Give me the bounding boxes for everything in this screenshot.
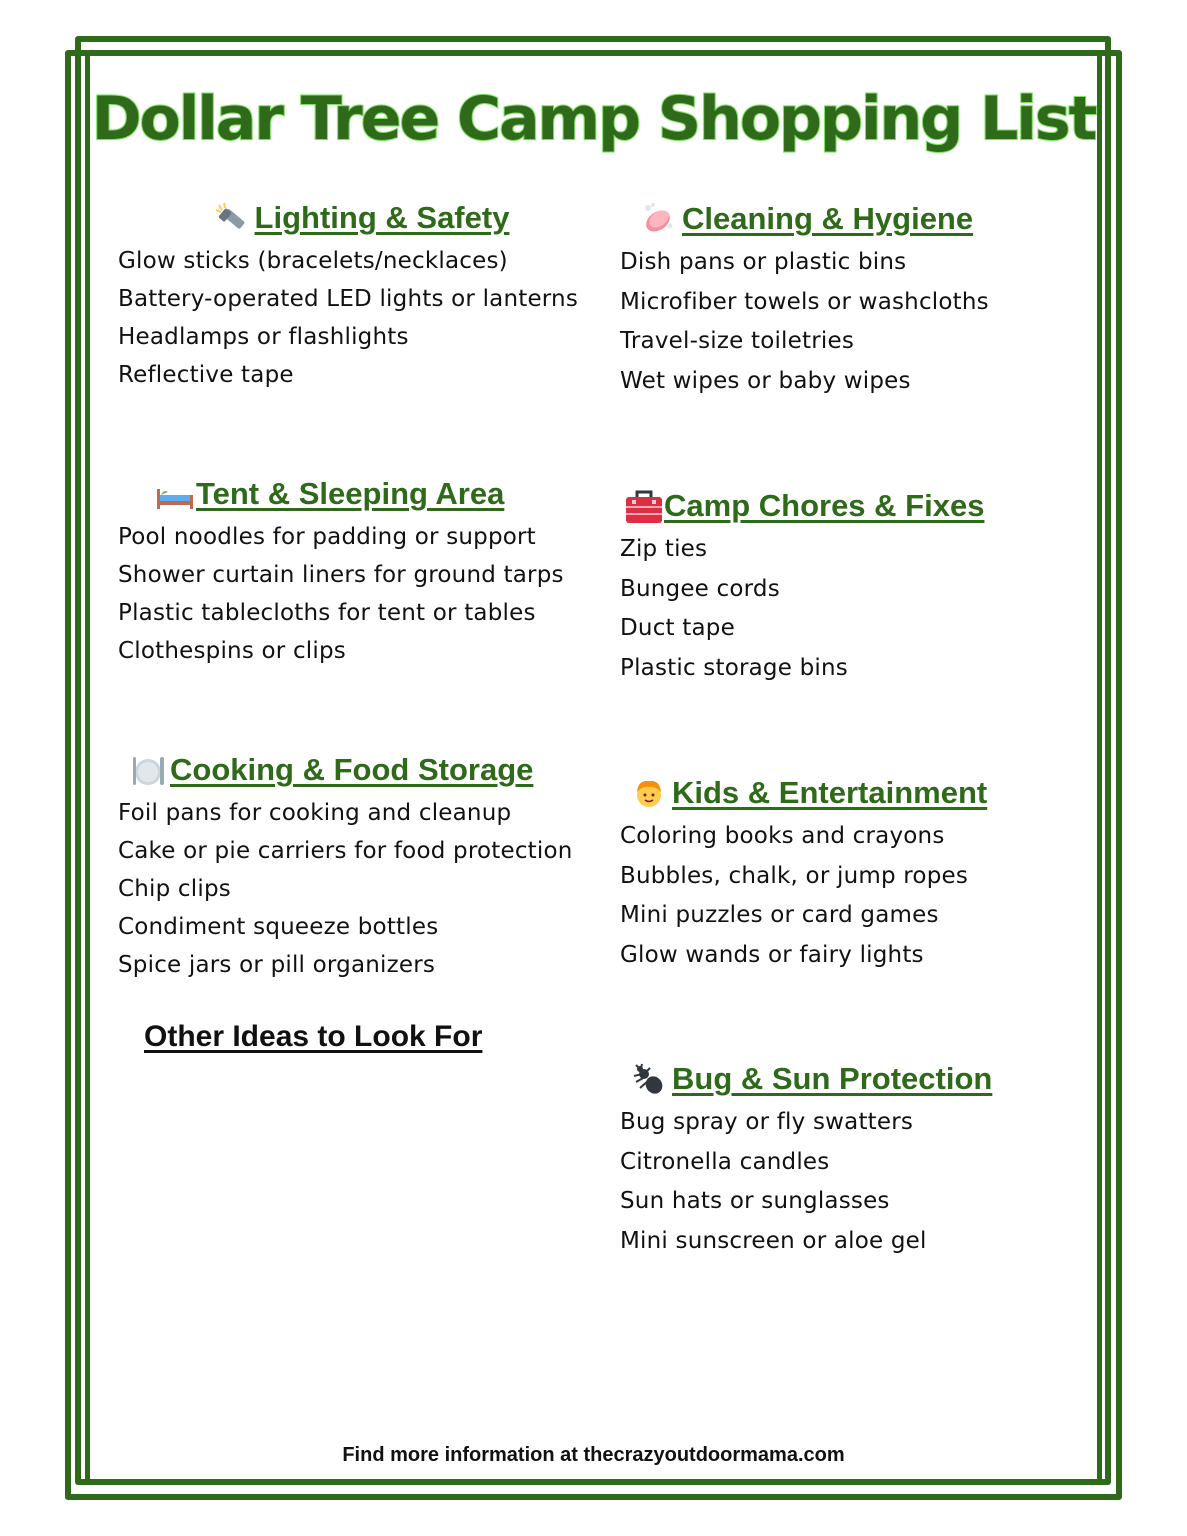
section-camp-chores xyxy=(620,486,1060,688)
section-kids-entertainment xyxy=(620,773,1060,975)
list-item: Microfiber towels or washcloths xyxy=(620,288,989,315)
item-list xyxy=(118,794,608,984)
list-item: Wet wipes or baby wipes xyxy=(620,367,911,394)
list-item: Bungee cords xyxy=(620,575,780,602)
section-cooking-food xyxy=(118,750,608,984)
list-item: Dish pans or plastic bins xyxy=(620,249,907,275)
section-heading xyxy=(118,750,608,790)
toolbox-icon xyxy=(624,489,658,523)
list-item: Mini sunscreen or aloe gel xyxy=(620,1227,927,1254)
section-heading xyxy=(620,1059,1060,1099)
list-item: Condiment squeeze bottles xyxy=(118,914,439,940)
section-heading xyxy=(620,773,1060,813)
list-item: Clothespins or clips xyxy=(118,638,346,664)
flashlight-icon xyxy=(215,201,249,235)
page-border-line xyxy=(1097,50,1102,1485)
section-heading-label: Bug & Sun Protection xyxy=(672,1061,993,1096)
section-heading xyxy=(118,198,598,238)
list-item: Coloring books and crayons xyxy=(620,823,945,849)
section-heading xyxy=(118,474,598,514)
list-item: Duct tape xyxy=(620,615,735,641)
item-list xyxy=(118,242,598,394)
list-item: Glow sticks (bracelets/necklaces) xyxy=(118,248,508,274)
section-heading-label: Lighting & Safety xyxy=(254,200,510,235)
plate-fork-knife-icon xyxy=(130,753,164,787)
list-item: Mini puzzles or card games xyxy=(620,902,939,928)
section-heading-label: Cooking & Food Storage xyxy=(170,752,534,787)
list-item: Cake or pie carriers for food protection xyxy=(118,838,573,864)
section-heading xyxy=(620,486,1060,526)
item-list xyxy=(620,243,1060,401)
list-item: Reflective tape xyxy=(118,362,294,388)
list-item: Chip clips xyxy=(118,876,231,902)
list-item: Plastic storage bins xyxy=(620,654,848,681)
soap-icon xyxy=(642,202,676,236)
section-heading-label: Camp Chores & Fixes xyxy=(664,488,985,523)
other-ideas-heading: Other Ideas to Look For xyxy=(144,1020,483,1053)
section-tent-sleeping xyxy=(118,474,598,670)
section-heading xyxy=(620,199,1060,239)
page-border-line xyxy=(85,50,90,1485)
section-heading-label: Kids & Entertainment xyxy=(672,775,988,810)
list-item: Plastic tablecloths for tent or tables xyxy=(118,600,536,626)
item-list xyxy=(620,1103,1060,1261)
list-item: Foil pans for cooking and cleanup xyxy=(118,800,512,826)
footer-text: Find more information at thecrazyoutdoormama.com xyxy=(342,1444,845,1466)
item-list xyxy=(620,530,1060,688)
item-list xyxy=(118,518,598,670)
list-item: Pool noodles for padding or support xyxy=(118,524,536,550)
list-item: Headlamps or flashlights xyxy=(118,324,409,350)
section-heading-label: Tent & Sleeping Area xyxy=(196,476,505,511)
list-item: Bug spray or fly swatters xyxy=(620,1109,914,1135)
section-bug-sun xyxy=(620,1059,1060,1261)
bed-icon xyxy=(156,477,190,511)
page-title: Dollar Tree Camp Shopping List xyxy=(91,84,1096,154)
section-cleaning-hygiene xyxy=(620,199,1060,401)
list-item: Sun hats or sunglasses xyxy=(620,1188,890,1214)
bug-icon xyxy=(632,1062,666,1096)
list-item: Citronella candles xyxy=(620,1148,830,1175)
list-item: Shower curtain liners for ground tarps xyxy=(118,562,564,588)
section-heading-label: Cleaning & Hygiene xyxy=(682,201,974,236)
list-item: Bubbles, chalk, or jump ropes xyxy=(620,862,969,889)
list-item: Glow wands or fairy lights xyxy=(620,941,924,968)
section-lighting-safety xyxy=(118,198,598,394)
child-icon xyxy=(632,776,666,810)
item-list xyxy=(620,817,1060,975)
list-item: Spice jars or pill organizers xyxy=(118,952,436,978)
list-item: Travel-size toiletries xyxy=(620,328,854,354)
list-item: Zip ties xyxy=(620,536,708,562)
list-item: Battery-operated LED lights or lanterns xyxy=(118,286,579,312)
